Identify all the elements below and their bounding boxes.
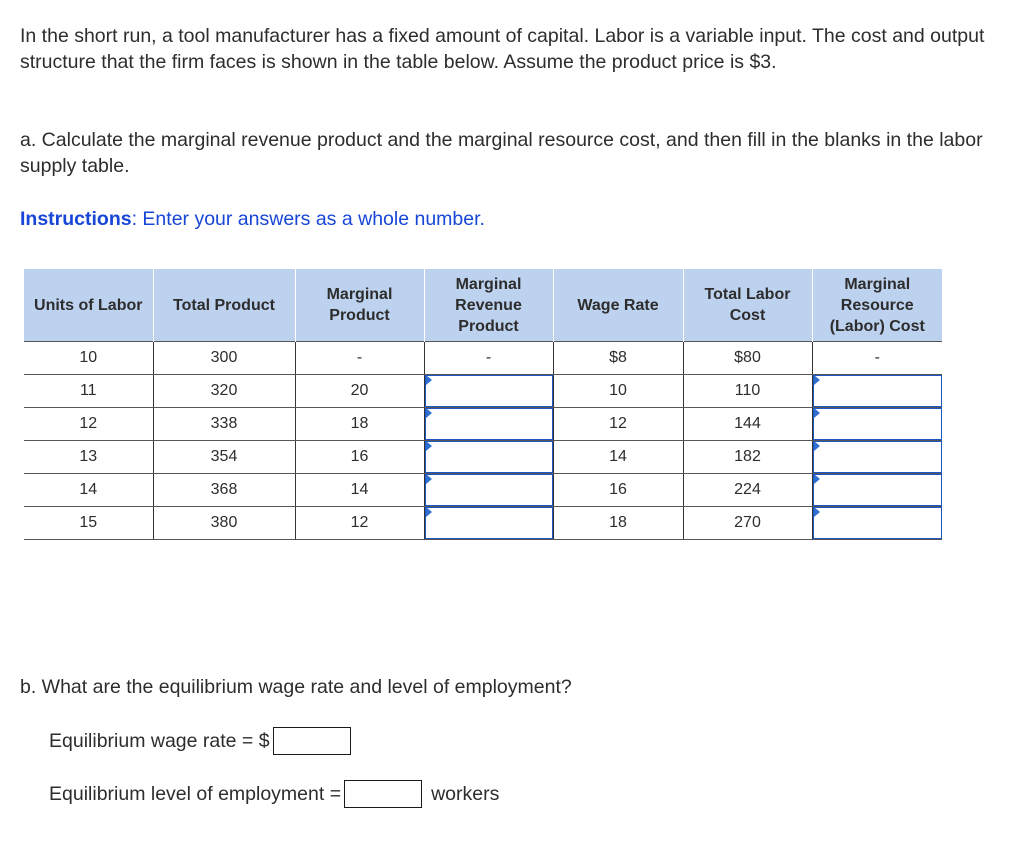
wage-cell: 12 <box>553 408 683 441</box>
instructions-label: Instructions <box>20 208 132 230</box>
input-marker-icon <box>426 408 432 418</box>
input-marker-icon <box>814 408 820 418</box>
input-marker-icon <box>426 441 432 451</box>
total-labor-cost-cell: 270 <box>683 507 812 540</box>
table-row <box>24 408 942 441</box>
mrp-input-14[interactable] <box>425 474 553 506</box>
total-product-cell: 380 <box>153 507 295 540</box>
equilibrium-employment-label: Equilibrium level of employment = <box>49 783 342 805</box>
wage-cell: 14 <box>553 441 683 474</box>
input-marker-icon <box>426 507 432 517</box>
mrc-cell: - <box>812 342 942 375</box>
header-wage-rate: Wage Rate <box>553 269 683 342</box>
marginal-product-cell: 14 <box>295 474 424 507</box>
mrc-input-cell <box>812 408 942 441</box>
total-labor-cost-cell: 144 <box>683 408 812 441</box>
table-row <box>24 474 942 507</box>
wage-cell: 16 <box>553 474 683 507</box>
mrp-input-12[interactable] <box>425 408 553 440</box>
header-marginal-product: Marginal Product <box>295 269 424 342</box>
header-marginal-revenue-product: Marginal Revenue Product <box>424 269 553 342</box>
employment-unit-label: workers <box>431 783 500 805</box>
equilibrium-employment-line <box>49 780 499 808</box>
table-header-row <box>24 269 942 342</box>
table-row <box>24 507 942 540</box>
input-marker-icon <box>814 507 820 517</box>
wage-cell: $8 <box>553 342 683 375</box>
input-marker-icon <box>814 474 820 484</box>
part-a-text: a. Calculate the marginal revenue product and the marginal resource cost, and then fill in the blanks in the labor supply table. <box>20 129 983 177</box>
total-product-cell: 320 <box>153 375 295 408</box>
labor-supply-table <box>24 269 942 540</box>
mrc-input-12[interactable] <box>813 408 943 440</box>
marginal-product-cell: 20 <box>295 375 424 408</box>
wage-cell: 10 <box>553 375 683 408</box>
mrc-input-cell <box>812 507 942 540</box>
equilibrium-employment-input[interactable] <box>344 780 422 808</box>
input-marker-icon <box>426 375 432 385</box>
units-cell: 12 <box>24 408 153 441</box>
instructions <box>20 206 995 232</box>
mrp-input-13[interactable] <box>425 441 553 473</box>
instructions-text: : Enter your answers as a whole number. <box>131 208 485 230</box>
units-cell: 11 <box>24 375 153 408</box>
units-cell: 10 <box>24 342 153 375</box>
mrp-input-cell <box>424 375 553 408</box>
input-marker-icon <box>426 474 432 484</box>
units-cell: 13 <box>24 441 153 474</box>
units-cell: 15 <box>24 507 153 540</box>
total-labor-cost-cell: 110 <box>683 375 812 408</box>
input-marker-icon <box>814 375 820 385</box>
mrp-input-cell <box>424 408 553 441</box>
mrc-input-11[interactable] <box>813 375 943 407</box>
question-intro: In the short run, a tool manufacturer has a fixed amount of capital. Labor is a variable input. The cost and output structure that the firm faces is shown in the table below. Assume the product price is $3. <box>20 25 985 73</box>
total-product-cell: 300 <box>153 342 295 375</box>
mrc-input-14[interactable] <box>813 474 943 506</box>
mrp-input-11[interactable] <box>425 375 553 407</box>
marginal-product-cell: - <box>295 342 424 375</box>
table-row <box>24 441 942 474</box>
total-labor-cost-cell: 224 <box>683 474 812 507</box>
mrc-input-cell <box>812 474 942 507</box>
header-total-product: Total Product <box>153 269 295 342</box>
marginal-product-cell: 18 <box>295 408 424 441</box>
total-product-cell: 338 <box>153 408 295 441</box>
units-cell: 14 <box>24 474 153 507</box>
wage-cell: 18 <box>553 507 683 540</box>
header-total-labor-cost: Total Labor Cost <box>683 269 812 342</box>
equilibrium-wage-label: Equilibrium wage rate = $ <box>49 730 270 752</box>
mrc-input-cell <box>812 441 942 474</box>
mrp-input-cell <box>424 474 553 507</box>
mrp-input-cell <box>424 441 553 474</box>
table-row <box>24 342 942 375</box>
equilibrium-wage-input[interactable] <box>273 727 351 755</box>
part-b-question: b. What are the equilibrium wage rate and level of employment? <box>20 676 572 698</box>
total-product-cell: 368 <box>153 474 295 507</box>
header-units-of-labor: Units of Labor <box>24 269 153 342</box>
total-product-cell: 354 <box>153 441 295 474</box>
total-labor-cost-cell: 182 <box>683 441 812 474</box>
mrp-input-15[interactable] <box>425 507 553 539</box>
mrp-cell: - <box>424 342 553 375</box>
header-marginal-resource-cost: Marginal Resource (Labor) Cost <box>812 269 942 342</box>
mrc-input-13[interactable] <box>813 441 943 473</box>
marginal-product-cell: 16 <box>295 441 424 474</box>
mrc-input-cell <box>812 375 942 408</box>
mrp-input-cell <box>424 507 553 540</box>
marginal-product-cell: 12 <box>295 507 424 540</box>
table-row <box>24 375 942 408</box>
mrc-input-15[interactable] <box>813 507 943 539</box>
total-labor-cost-cell: $80 <box>683 342 812 375</box>
equilibrium-wage-line <box>49 727 351 755</box>
input-marker-icon <box>814 441 820 451</box>
